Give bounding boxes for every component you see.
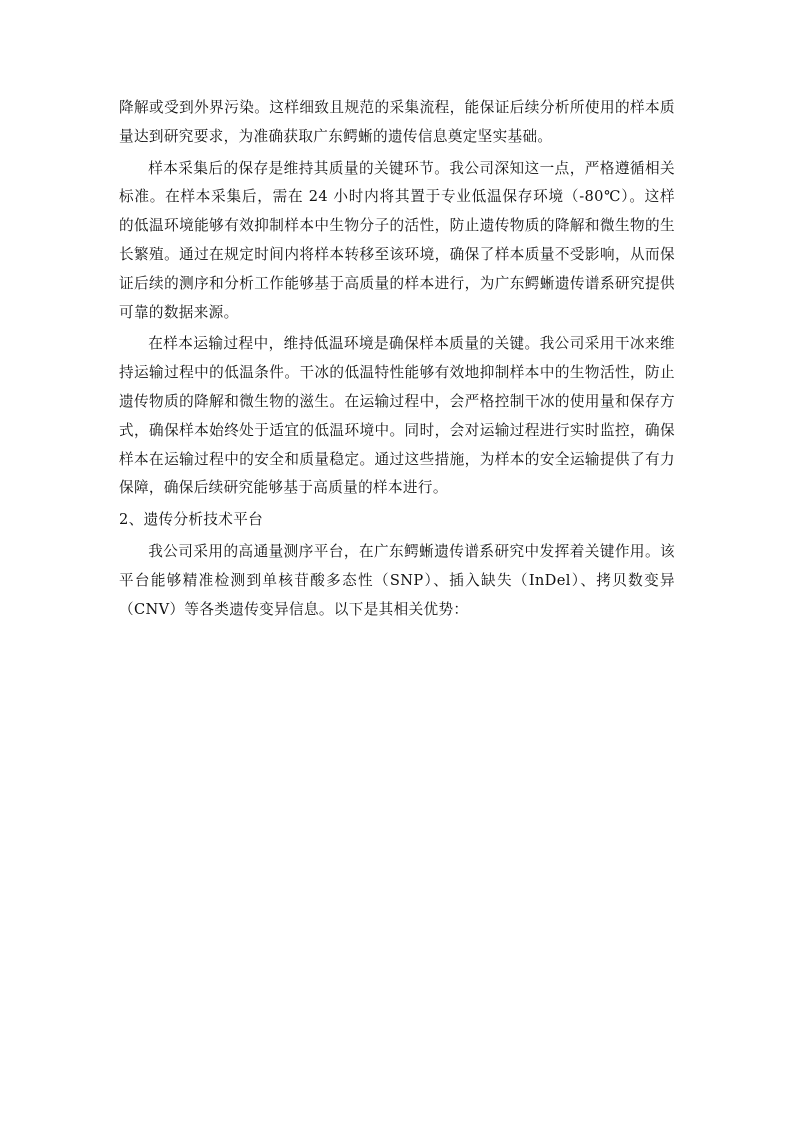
document-body <box>119 94 675 627</box>
paragraph-sample-transport: 在样本运输过程中，维持低温环境是确保样本质量的关键。我公司采用干冰来维持运输过程中的低温条件。干冰的低温特性能够有效地抑制样本中的生物活性，防止遗传物质的降解和微生物的滋生。在运输过程中，会严格控制干冰的使用量和保存方式，确保样本始终处于适宜的低温环境中。同时，会对运输过程进行实时监控，确保样本在运输过程中的安全和质量稳定。通过这些措施，为样本的安全运输提供了有力保障，确保后续研究能够基于高质量的样本进行。 <box>119 335 675 497</box>
paragraph-sample-storage: 样本采集后的保存是维持其质量的关键环节。我公司深知这一点，严格遵循相关标准。在样本采集后，需在 24 小时内将其置于专业低温保存环境（-80℃）。这样的低温环境能够有效抑制样本中生物分子的活性，防止遗传物质的降解和微生物的生长繁殖。通过在规定时间内将样本转移至该环境，确保了样本质量不受影响，从而保证后续的测序和分析工作能够基于高质量的样本进行，为广东鳄蜥遗传谱系研究提供可靠的数据来源。 <box>119 159 675 321</box>
paragraph-sample-collection-end: 降解或受到外界污染。这样细致且规范的采集流程，能保证后续分析所使用的样本质量达到研究要求，为准确获取广东鳄蜥的遗传信息奠定坚实基础。 <box>119 99 675 145</box>
section-heading-genetic-analysis-platform: 2、遗传分析技术平台 <box>119 511 264 529</box>
paragraph-sequencing-platform: 我公司采用的高通量测序平台，在广东鳄蜥遗传谱系研究中发挥着关键作用。该平台能够精准检测到单核苷酸多态性（SNP）、插入缺失（InDel）、拷贝数变异（CNV）等各类遗传变异信息。以下是其相关优势： <box>119 542 675 618</box>
